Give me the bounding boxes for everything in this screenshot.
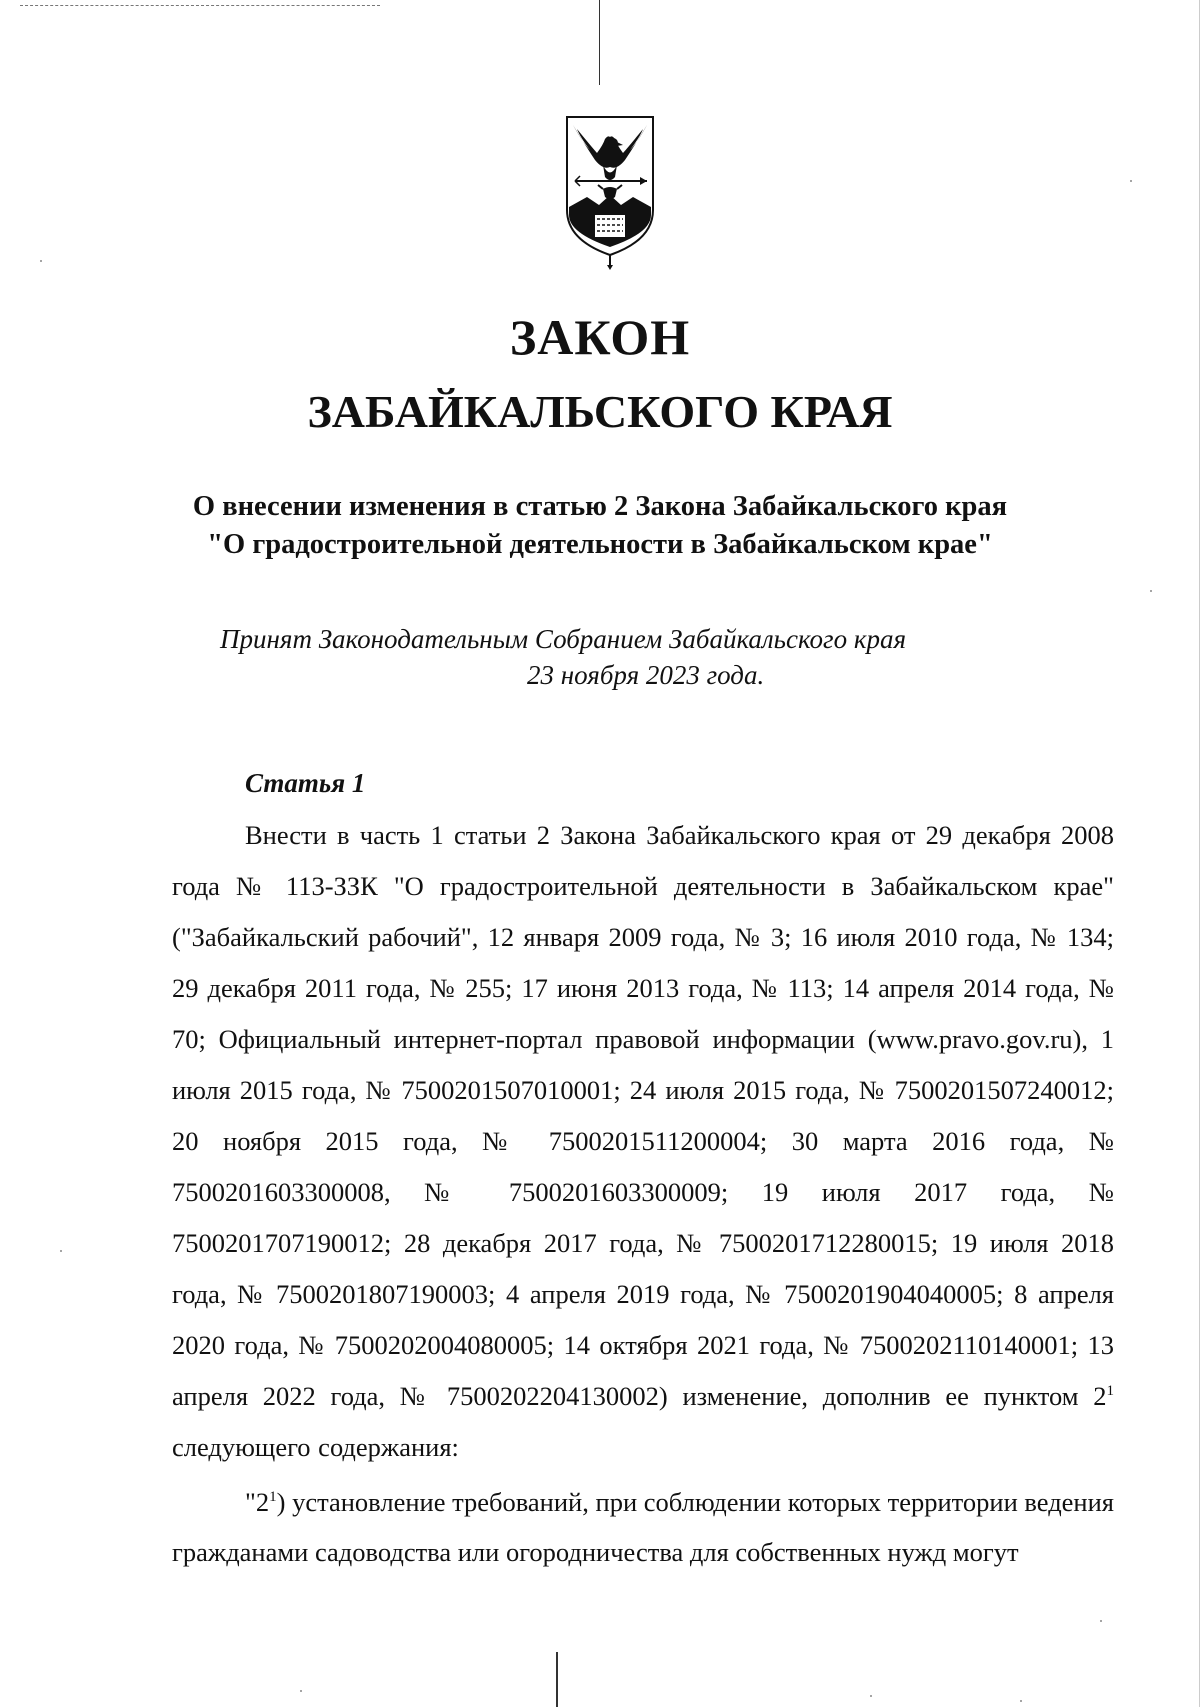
subject-line-2: "О градостроительной деятельности в Забайкальском крае" (207, 529, 993, 560)
scan-speck (40, 260, 42, 262)
paragraph-1-superscript: 1 (1106, 1383, 1114, 1400)
coat-of-arms-icon (565, 115, 655, 270)
scan-artifact-line (599, 0, 600, 85)
scan-speck (60, 1250, 62, 1252)
law-title: ЗАКОН (509, 309, 691, 365)
article-heading: Статья 1 (245, 768, 366, 798)
paragraph-1-text: Внести в часть 1 статьи 2 Закона Забайкальского края от 29 декабря 2008 года № 113-ЗЗК "О градостроительной деятельности в Забайкальском крае" ("Забайкальский рабочий", 12 января 2009 года, № 3; 16 июля 2010 года, № 134; 29 декабря 2011 года, № 255; 17 июня 2013 года, № 113; 14 апреля 2014 года, № 70; Официальный интернет-портал правовой информации (www.pravo.gov.ru), 1 июля 2015 года, № 7500201507010001; 24 июля 2015 года, № 7500201507240012; 20 ноября 2015 года, № 7500201511200004; 30 марта 2016 года, № 7500201603300008, № 7500201603300009; 19 июля 2017 года, № 7500201707190012; 28 декабря 2017 года, № 7500201712280015; 19 июля 2018 года, № 7500201807190003; 4 апреля 2019 года, № 7500201904040005; 8 апреля 2020 года, № 7500202004080005; 14 октября 2021 года, № 7500202110140001; 13 апреля 2022 года, № 7500202204130002) изменение, дополнив ее пунктом 2 (172, 820, 1114, 1411)
scan-speck (1100, 1620, 1102, 1622)
paragraph-1-tail: следующего содержания: (172, 1432, 459, 1462)
scan-speck (1020, 1700, 1022, 1702)
paragraph-2-superscript: 1 (269, 1489, 277, 1506)
law-region: ЗАБАЙКАЛЬСКОГО КРАЯ (307, 386, 893, 437)
scan-speck (1130, 180, 1132, 182)
scan-speck (1150, 590, 1152, 592)
adopted-by: Принят Законодательным Собранием Забайкальского края (220, 624, 907, 654)
paragraph-2-text: ) установление требований, при соблюдении которых территории ведения гражданами садоводства или огородничества для собственных нужд могут (172, 1487, 1114, 1567)
subject-line-1: О внесении изменения в статью 2 Закона Забайкальского края (192, 491, 1008, 522)
scan-artifact-line (556, 1652, 558, 1707)
scan-artifact-dash (20, 5, 380, 6)
adopted-date: 23 ноября 2023 года. (527, 660, 765, 690)
article-paragraph-2 (172, 1477, 1114, 1577)
law-subject (0, 488, 1200, 564)
scan-speck (300, 1690, 302, 1692)
paragraph-2-open: "2 (245, 1487, 270, 1517)
scan-speck (870, 1695, 872, 1697)
article-paragraph-1 (172, 810, 1114, 1473)
